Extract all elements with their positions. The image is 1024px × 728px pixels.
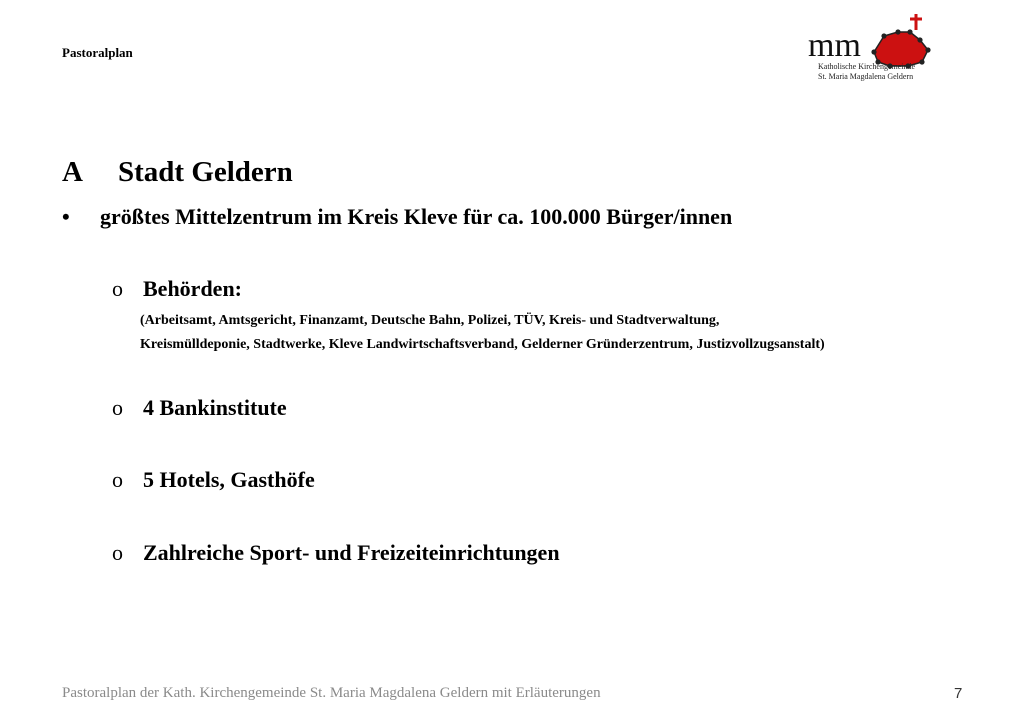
- logo-line-2: St. Maria Magdalena Geldern: [818, 72, 914, 81]
- list-marker: o: [112, 276, 123, 301]
- logo-mark-text: mm: [808, 27, 861, 64]
- authorities-detail-line-2: Kreismülldeponie, Stadtwerke, Kleve Landwirtschaftsverband, Gelderner Gründerzentrum, Justizvollzugsanstalt): [140, 337, 825, 352]
- bullet-symbol: •: [62, 204, 70, 229]
- list-item-hotels: [112, 467, 315, 493]
- list-item-label: Zahlreiche Sport- und Freizeiteinrichtungen: [143, 540, 560, 565]
- list-marker: o: [112, 395, 123, 420]
- header-label: Pastoralplan: [62, 45, 133, 60]
- list-marker: o: [112, 467, 123, 492]
- list-item-label: Behörden:: [143, 276, 242, 301]
- list-item-authorities: [112, 276, 242, 302]
- list-marker: o: [112, 540, 123, 565]
- list-item-sports: [112, 540, 560, 566]
- bullet-text: größtes Mittelzentrum im Kreis Kleve für ca. 100.000 Bürger/innen: [100, 204, 733, 229]
- section-heading: [62, 156, 293, 189]
- list-item-label: 4 Bankinstitute: [143, 395, 287, 420]
- page-number: 7: [954, 685, 963, 702]
- authorities-detail-line-1: (Arbeitsamt, Amtsgericht, Finanzamt, Deutsche Bahn, Polizei, TÜV, Kreis- und Stadtverwaltung,: [140, 313, 720, 328]
- list-item-banks: [112, 395, 287, 421]
- section-letter: A: [62, 156, 83, 188]
- bullet-item: [62, 204, 732, 230]
- footer-text: Pastoralplan der Kath. Kirchengemeinde St. Maria Magdalena Geldern mit Erläuterungen: [62, 685, 601, 701]
- list-item-label: 5 Hotels, Gasthöfe: [143, 467, 315, 492]
- section-title: Stadt Geldern: [118, 156, 293, 188]
- logo-line-1: Katholische Kirchengemeinde: [818, 62, 916, 71]
